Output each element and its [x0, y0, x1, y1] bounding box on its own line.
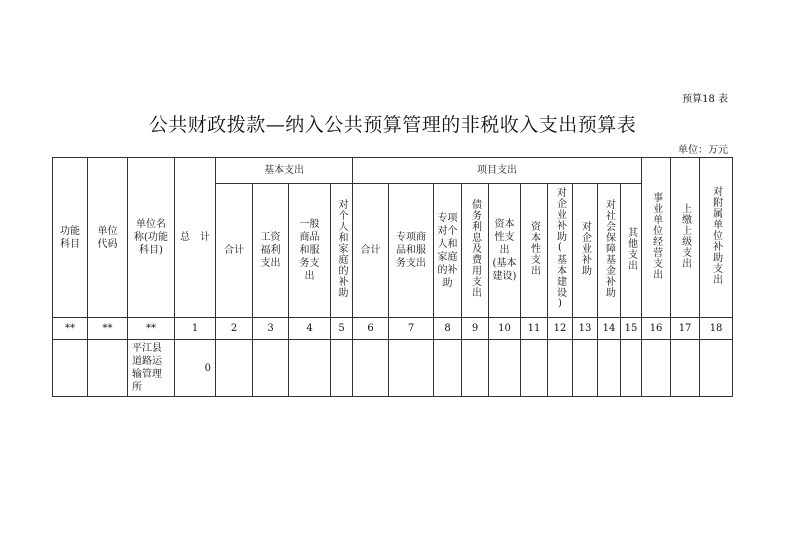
column-number: 14 [598, 318, 621, 340]
cell-empty [598, 340, 621, 397]
column-number: 5 [331, 318, 353, 340]
column-number: 11 [521, 318, 548, 340]
header-unit-code: 单位 代码 [88, 158, 128, 318]
column-number: ** [128, 318, 175, 340]
column-number: 2 [216, 318, 253, 340]
cell-empty [671, 340, 700, 397]
header-project-special-personal: 专项 对个 人和 家庭 的补 助 [434, 184, 462, 318]
column-number: 7 [389, 318, 434, 340]
header-public-unit: 事业单位经营支出 [642, 158, 671, 318]
cell-empty [621, 340, 642, 397]
table-row [53, 340, 733, 397]
cell-empty [700, 340, 733, 397]
header-project-capital: 资本性支出 [521, 184, 548, 318]
cell-empty [489, 340, 521, 397]
cell-empty [331, 340, 353, 397]
column-number: 16 [642, 318, 671, 340]
column-number: 6 [353, 318, 389, 340]
header-upper-turnover: 上缴上级支出 [671, 158, 700, 318]
header-project-social-security: 对社会保障基金补助 [598, 184, 621, 318]
header-function-subject: 功能 科目 [53, 158, 88, 318]
header-project-debt: 债务利息及费用支出 [462, 184, 489, 318]
column-number: 12 [548, 318, 573, 340]
unit-label: 单位：万元 [678, 145, 728, 156]
header-basic-goods: 一般 商品 和服 务支 出 [289, 184, 331, 318]
column-number: 8 [434, 318, 462, 340]
page-title: 公共财政拨款—纳入公共预算管理的非税收入支出预算表 [148, 114, 637, 136]
header-project-group: 项目支出 [353, 158, 642, 184]
cell-empty [642, 340, 671, 397]
cell-empty [521, 340, 548, 397]
column-number: 3 [253, 318, 289, 340]
cell-empty [389, 340, 434, 397]
column-number: 18 [700, 318, 733, 340]
header-project-special-goods: 专项商 品和服 务支出 [389, 184, 434, 318]
cell-empty [216, 340, 253, 397]
column-number: 15 [621, 318, 642, 340]
header-basic-group: 基本支出 [216, 158, 353, 184]
cell-unit-name: 平江县 道路运 输管理 所 [128, 340, 175, 397]
table-number-label: 预算18 表 [682, 94, 728, 105]
cell-empty [573, 340, 598, 397]
cell-empty [548, 340, 573, 397]
header-unit-name: 单位名 称(功能 科目) [128, 158, 175, 318]
column-number: ** [88, 318, 128, 340]
cell-function-subject [53, 340, 88, 397]
header-project-capital-basic: 资本 性支 出 (基本 建设) [489, 184, 521, 318]
column-number: 13 [573, 318, 598, 340]
column-number: ** [53, 318, 88, 340]
header-basic-wages: 工资 福利 支出 [253, 184, 289, 318]
header-total: 总 计 [175, 158, 216, 318]
column-number-row [53, 318, 733, 340]
column-number: 17 [671, 318, 700, 340]
header-project-enterprise-basic: 对企业补助(基本建设) [548, 184, 573, 318]
header-basic-subtotal: 合计 [216, 184, 253, 318]
header-basic-personal: 对个人和家庭的补助 [331, 184, 353, 318]
header-project-other: 其他支出 [621, 184, 642, 318]
column-number: 4 [289, 318, 331, 340]
cell-empty [353, 340, 389, 397]
column-number: 1 [175, 318, 216, 340]
column-number: 9 [462, 318, 489, 340]
budget-table [52, 157, 733, 397]
cell-empty [253, 340, 289, 397]
column-number: 10 [489, 318, 521, 340]
header-subsidiary: 对附属单位补助支出 [700, 158, 733, 318]
cell-unit-code [88, 340, 128, 397]
cell-total: 0 [175, 340, 216, 397]
header-project-enterprise: 对企业补助 [573, 184, 598, 318]
header-project-subtotal: 合计 [353, 184, 389, 318]
cell-empty [289, 340, 331, 397]
cell-empty [434, 340, 462, 397]
cell-empty [462, 340, 489, 397]
